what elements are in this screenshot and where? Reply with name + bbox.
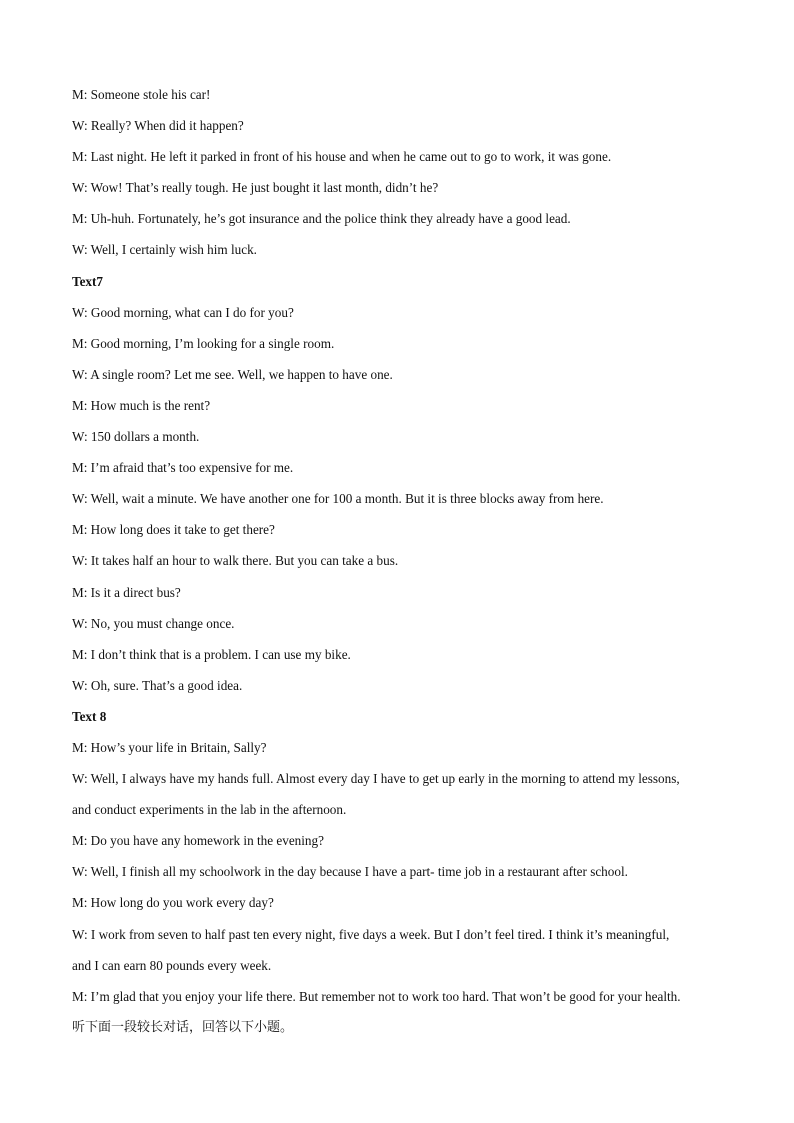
- dialog-line: W: No, you must change once.: [72, 615, 235, 631]
- section-heading-text8: Text 8: [72, 708, 107, 724]
- dialog-line-continuation: and I can earn 80 pounds every week.: [72, 957, 272, 973]
- dialog-line: M: Last night. He left it parked in front of his house and when he came out to go to work, it was gone.: [72, 149, 612, 165]
- section-heading-text7: Text7: [72, 273, 104, 289]
- dialog-line: M: Uh-huh. Fortunately, he’s got insurance and the police think they already have a good lead.: [72, 211, 571, 227]
- dialog-line: M: Someone stole his car!: [72, 87, 211, 102]
- dialog-line: W: Well, I always have my hands full. Almost every day I have to get up early in the morning to attend my lessons,: [72, 771, 680, 787]
- transcript-content: [72, 79, 724, 1043]
- dialog-line: W: Well, I finish all my schoolwork in the day because I have a part- time job in a restaurant after school.: [72, 864, 628, 880]
- dialog-line: M: Good morning, I’m looking for a single room.: [72, 335, 335, 351]
- dialog-line: W: Really? When did it happen?: [72, 118, 244, 134]
- dialog-line: M: Is it a direct bus?: [72, 584, 181, 600]
- dialog-line: W: A single room? Let me see. Well, we happen to have one.: [72, 366, 393, 382]
- dialog-line: M: How’s your life in Britain, Sally?: [72, 739, 267, 755]
- dialog-line: W: Good morning, what can I do for you?: [72, 304, 294, 320]
- dialog-line: W: It takes half an hour to walk there. But you can take a bus.: [72, 553, 399, 569]
- dialog-line: W: 150 dollars a month.: [72, 429, 200, 445]
- dialog-line: W: I work from seven to half past ten every night, five days a week. But I don’t feel tired. I think it’s meaningful,: [72, 926, 670, 942]
- dialog-line: W: Wow! That’s really tough. He just bought it last month, didn’t he?: [72, 180, 439, 196]
- dialog-line: M: Do you have any homework in the evening?: [72, 833, 324, 849]
- dialog-line: M: I don’t think that is a problem. I can use my bike.: [72, 646, 351, 662]
- dialog-line: M: How long does it take to get there?: [72, 522, 275, 538]
- listening-instruction: 听下面一段较长对话，回答以下小题。: [72, 1019, 294, 1035]
- dialog-line: W: Oh, sure. That’s a good idea.: [72, 677, 243, 693]
- dialog-line: W: Well, I certainly wish him luck.: [72, 242, 257, 258]
- dialog-line: M: How much is the rent?: [72, 397, 211, 413]
- dialog-line: W: Well, wait a minute. We have another one for 100 a month. But it is three blocks away from here.: [72, 491, 604, 507]
- dialog-line: M: I’m glad that you enjoy your life there. But remember not to work too hard. That won’t be good for your health.: [72, 988, 681, 1004]
- dialog-line-continuation: and conduct experiments in the lab in the afternoon.: [72, 802, 347, 818]
- dialog-line: M: How long do you work every day?: [72, 895, 274, 911]
- dialog-line: M: I’m afraid that’s too expensive for me.: [72, 460, 294, 476]
